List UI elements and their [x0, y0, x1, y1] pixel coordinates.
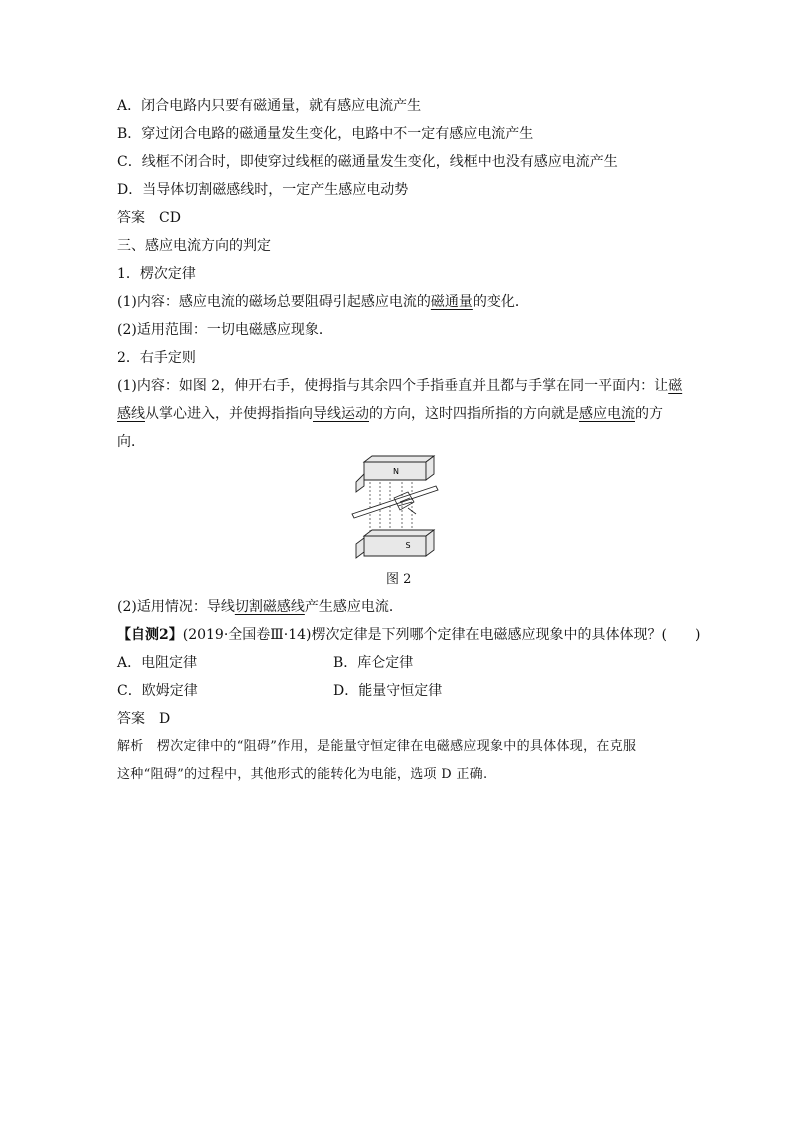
- option-c-ohm: C．欧姆定律: [117, 683, 198, 699]
- answer-2: 答案 D: [117, 711, 171, 727]
- north-label: N: [393, 467, 399, 476]
- rh-l2u: 感线: [117, 406, 145, 422]
- self-test-tag: 【自测2】: [117, 627, 183, 643]
- option-c: C．线框不闭合时，即使穿过线框的磁通量发生变化，线框中也没有感应电流产生: [117, 154, 618, 170]
- option-b-coulomb: B．库仑定律: [333, 655, 414, 671]
- rh-l2c: 的方: [635, 406, 663, 422]
- south-label: S: [405, 541, 411, 550]
- right-hand-application: [117, 593, 697, 621]
- lenz-heading: 1．楞次定律: [117, 266, 196, 282]
- rh-l2b: 的方向，这时四指所指的方向就是: [369, 406, 579, 422]
- analysis-line-1: 解析 楞次定律中的“阻碍”作用，是能量守恒定律在电磁感应现象中的具体体现，在克服: [117, 739, 637, 754]
- analysis-line-2: 这种“阻碍”的过程中，其他形式的能转化为电能，选项 D 正确.: [117, 767, 488, 782]
- rh-l2u2: 导线运动: [313, 406, 369, 422]
- right-hand-content-1: [117, 372, 697, 400]
- self-test-options-row-2: [117, 677, 697, 705]
- document-page-lower: [117, 593, 701, 789]
- option-d: D．当导体切割磁感线时，一定产生感应电动势: [117, 182, 409, 198]
- self-test-question: (2019·全国卷Ⅲ·14)楞次定律是下列哪个定律在电磁感应现象中的具体体现？( ): [182, 627, 701, 643]
- self-test-options-row-1: [117, 649, 697, 677]
- rh-l1u: 磁: [668, 378, 683, 394]
- lenz-content: [117, 288, 697, 316]
- document-page: [117, 92, 697, 456]
- app-u: 切割磁感线: [234, 599, 305, 615]
- section-3-title: 三、感应电流方向的判定: [117, 238, 271, 254]
- south-magnet: [356, 530, 434, 558]
- right-hand-heading: 2．右手定则: [117, 350, 196, 366]
- answer-1: 答案 CD: [117, 210, 181, 226]
- lenz-content-a: (1)内容：感应电流的磁场总要阻碍引起感应电流的: [117, 294, 431, 310]
- lenz-content-underlined: 磁通量: [430, 294, 473, 310]
- lenz-scope: (2)适用范围：一切电磁感应现象．: [117, 322, 333, 338]
- app-a: (2)适用情况：导线: [117, 599, 235, 615]
- option-d-energy: D．能量守恒定律: [333, 683, 443, 699]
- right-hand-content-3: 向．: [117, 434, 145, 450]
- option-a: A．闭合电路内只要有磁通量，就有感应电流产生: [117, 98, 422, 114]
- rh-l1a: (1)内容：如图 2，伸开右手，使拇指与其余四个手指垂直并且都与手掌在同一平面内：让: [117, 378, 669, 394]
- figure-caption: 图 2: [386, 572, 412, 587]
- self-test-2-question: [117, 621, 701, 649]
- option-b: B．穿过闭合电路的磁通量发生变化，电路中不一定有感应电流产生: [117, 126, 534, 142]
- option-a-resistance: A．电阻定律: [117, 655, 198, 671]
- rh-l2u3: 感应电流: [579, 406, 635, 422]
- rh-l2a: 从掌心进入，并使拇指指向: [145, 406, 313, 422]
- app-b: 产生感应电流．: [304, 599, 403, 615]
- conductor-rod: [352, 486, 438, 518]
- right-hand-rule-figure: [350, 452, 440, 562]
- right-hand-content-2: [117, 400, 697, 428]
- lenz-content-b: 的变化．: [472, 294, 529, 310]
